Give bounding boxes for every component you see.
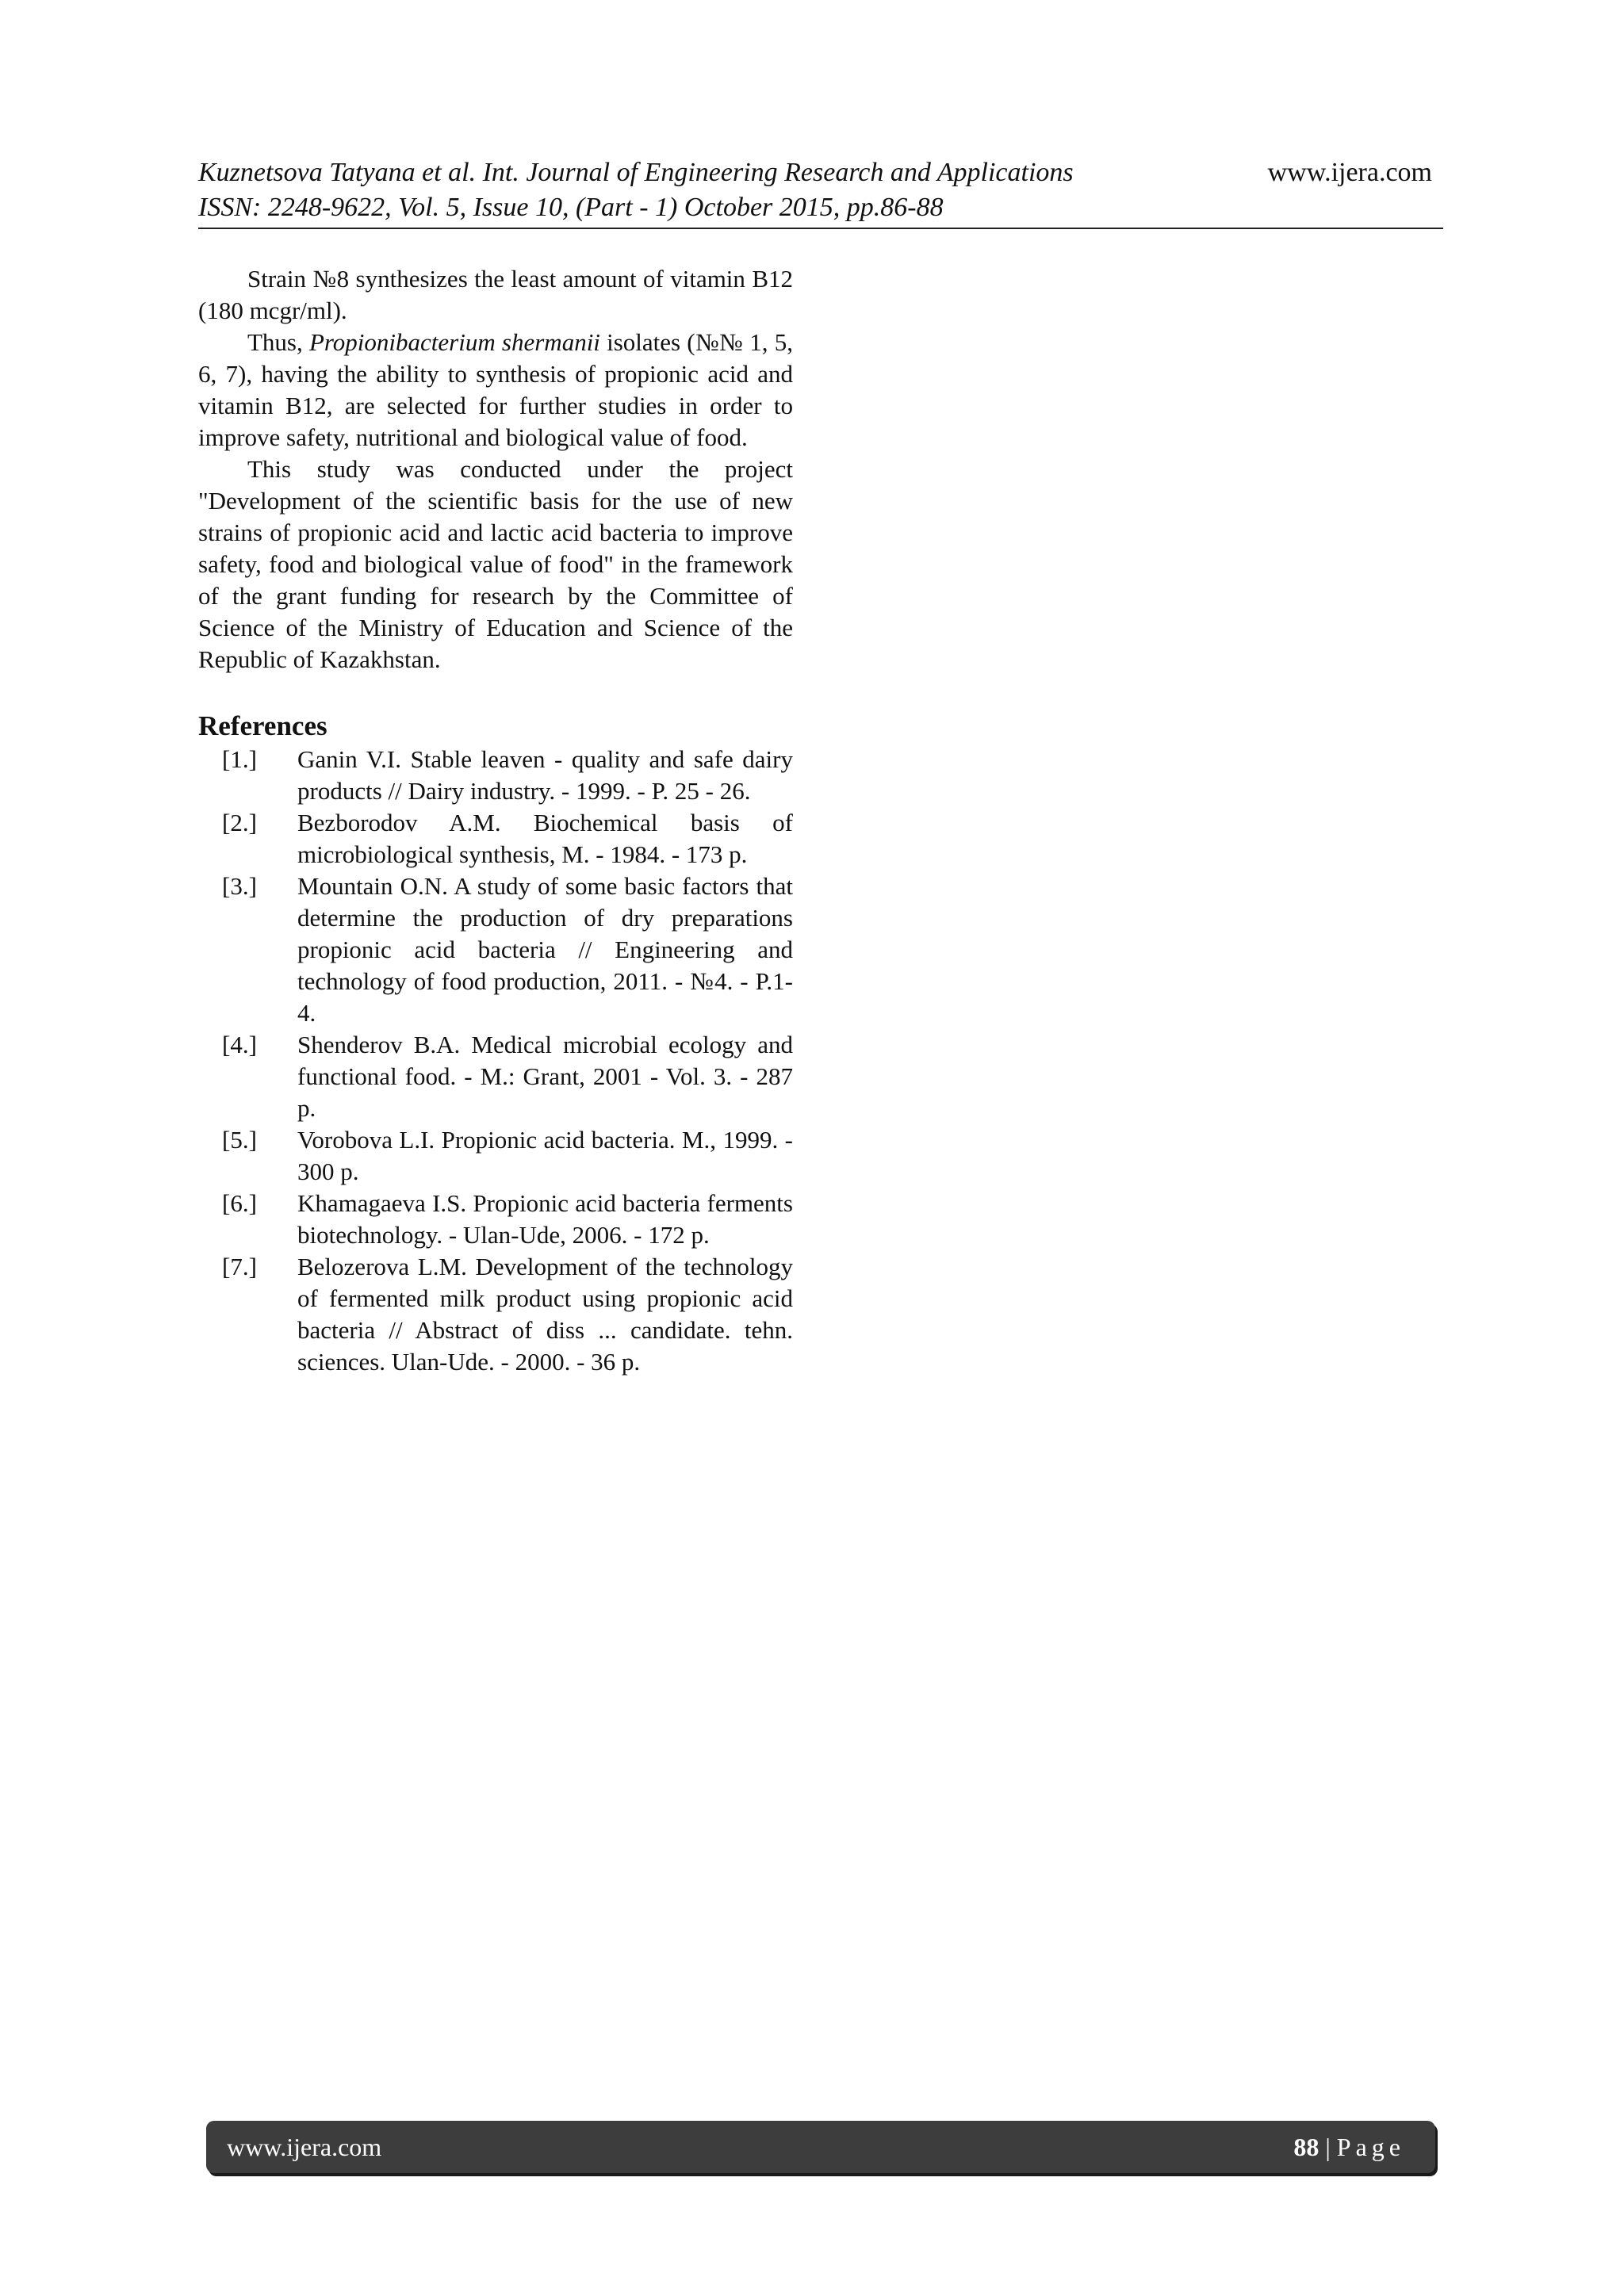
header-line-1 xyxy=(198,155,1443,190)
footer-website: www.ijera.com xyxy=(227,2132,382,2161)
reference-item xyxy=(198,1029,793,1124)
page-footer xyxy=(206,2121,1435,2173)
references-list xyxy=(198,744,793,1378)
reference-number: [1.] xyxy=(222,745,257,773)
reference-text: Shenderov B.A. Medical microbial ecology and functional food. - M.: Grant, 2001 - Vol. 3. - 287 p. xyxy=(297,1031,793,1122)
reference-text: Belozerova L.M. Development of the technology of fermented milk product using propionic acid bacteria // Abstract of diss ... candidate. tehn. sciences. Ulan-Ude. - 2000. - 36 p. xyxy=(297,1253,793,1376)
reference-item xyxy=(198,807,793,871)
reference-text: Khamagaeva I.S. Propionic acid bacteria ferments biotechnology. - Ulan-Ude, 2006. - 172 p. xyxy=(297,1189,793,1249)
species-name: Propionibacterium shermanii xyxy=(308,328,600,356)
page-header xyxy=(198,155,1443,225)
reference-number: [7.] xyxy=(222,1253,257,1280)
reference-item xyxy=(198,871,793,1029)
reference-item xyxy=(198,1251,793,1378)
paragraph-selected-isolates xyxy=(198,327,793,453)
paragraph-text: Thus, xyxy=(247,328,309,356)
journal-website: www.ijera.com xyxy=(1267,158,1432,187)
reference-text: Mountain O.N. A study of some basic factors that determine the production of dry preparations propionic acid bacteria // Engineering and technology of food production, 2011. - №4. - P.1-4. xyxy=(297,872,793,1027)
paragraph-acknowledgement: This study was conducted under the project "Development of the scientific basis for the use of new strains of propionic acid and lactic acid bacteria to improve safety, food and biological value of food" in the framework of the grant funding for research by the Committee of Science of the Ministry of Education and Science of the Republic of Kazakhstan. xyxy=(198,455,793,673)
header-divider xyxy=(198,228,1443,229)
reference-text: Vorobova L.I. Propionic acid bacteria. M., 1999. - 300 p. xyxy=(297,1126,793,1185)
paragraph-text: isolates (№№ 1, 5, 6, 7), having the ability to synthesis of propionic acid and vitamin B12, are selected for further studies in order to improve safety, nutritional and biological value of food. xyxy=(198,328,793,451)
reference-text: Ganin V.I. Stable leaven - quality and safe dairy products // Dairy industry. - 1999. - P. 25 - 26. xyxy=(297,745,793,805)
issn-line: ISSN: 2248-9622, Vol. 5, Issue 10, (Part - 1) October 2015, pp.86-88 xyxy=(198,193,944,222)
page-label: Page xyxy=(1336,2132,1405,2161)
page-number: 88 xyxy=(1293,2132,1320,2161)
reference-text: Bezborodov A.M. Biochemical basis of microbiological synthesis, M. - 1984. - 173 p. xyxy=(297,809,793,868)
footer-page-indicator xyxy=(1293,2133,1405,2162)
reference-number: [6.] xyxy=(222,1189,257,1217)
paragraph-strain-8: Strain №8 synthesizes the least amount of vitamin B12 (180 mcgr/ml). xyxy=(198,265,793,324)
references-heading: References xyxy=(198,710,327,741)
reference-number: [3.] xyxy=(222,872,257,900)
left-column xyxy=(198,263,793,1378)
journal-citation: Kuznetsova Tatyana et al. Int. Journal of Engineering Research and Applications xyxy=(198,158,1074,187)
reference-number: [5.] xyxy=(222,1126,257,1154)
reference-number: [4.] xyxy=(222,1031,257,1058)
page-separator: | xyxy=(1319,2132,1337,2161)
reference-item xyxy=(198,744,793,807)
reference-item xyxy=(198,1124,793,1188)
reference-item xyxy=(198,1188,793,1251)
reference-number: [2.] xyxy=(222,809,257,836)
